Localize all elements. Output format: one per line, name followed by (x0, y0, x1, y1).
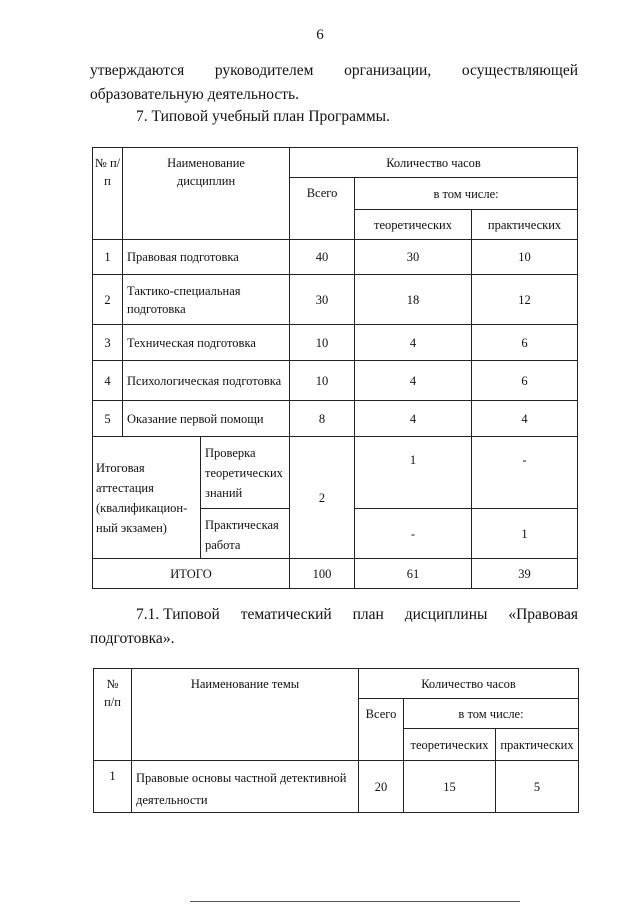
row-name: Правовая подготовка (123, 240, 290, 275)
row-practice: 5 (496, 761, 579, 813)
attestation-row (93, 437, 578, 509)
row-num: 2 (93, 275, 123, 325)
row-num: 1 (94, 761, 132, 813)
heading-word: план (352, 606, 384, 623)
header-hours: Количество часов (290, 148, 578, 178)
section-71-heading-line-2: подготовка». (90, 630, 175, 647)
header-including: в том числе: (355, 178, 578, 210)
thematic-plan-table (93, 668, 579, 813)
header-theory: теоретических (404, 729, 496, 761)
row-total: 8 (290, 401, 355, 437)
table-row (93, 361, 578, 401)
attestation-label: Итоговая аттестация (квалификацион-ный экзамен) (93, 437, 201, 559)
row-num: 1 (93, 240, 123, 275)
totals-total: 100 (290, 559, 355, 589)
header-total: Всего (359, 699, 404, 761)
intro-line-1 (90, 62, 578, 80)
table-row (93, 325, 578, 361)
intro-word: осуществляющей (461, 62, 578, 79)
attestation-practice-hours: 1 (472, 509, 578, 559)
heading-word: тематический (240, 606, 332, 623)
row-name: Оказание первой помощи (123, 401, 290, 437)
attestation-practical-work: Практическая работа (201, 509, 290, 559)
header-discipline: Наименование дисциплин (123, 148, 290, 240)
intro-line-2: образовательную деятельность. (90, 86, 299, 103)
header-topic: Наименование темы (132, 669, 359, 761)
row-practice: 10 (472, 240, 578, 275)
row-total: 20 (359, 761, 404, 813)
row-theory: 15 (404, 761, 496, 813)
table-row (93, 401, 578, 437)
row-practice: 6 (472, 361, 578, 401)
row-total: 30 (290, 275, 355, 325)
page-number: 6 (316, 27, 324, 43)
page-edge-line (190, 901, 520, 902)
row-total: 40 (290, 240, 355, 275)
section-71-heading-line-1 (136, 606, 578, 624)
row-theory: 30 (355, 240, 472, 275)
row-theory: 4 (355, 361, 472, 401)
row-num: 4 (93, 361, 123, 401)
header-total: Всего (290, 178, 355, 240)
header-theory: теоретических (355, 210, 472, 240)
header-hours: Количество часов (359, 669, 579, 699)
intro-word: организации, (344, 62, 432, 79)
row-num: 5 (93, 401, 123, 437)
header-practice: практических (472, 210, 578, 240)
attestation-theory-hours: - (355, 509, 472, 559)
totals-practice: 39 (472, 559, 578, 589)
curriculum-table (92, 147, 578, 589)
row-total: 10 (290, 361, 355, 401)
row-practice: 4 (472, 401, 578, 437)
row-name: Тактико-специальная подготовка (123, 275, 290, 325)
totals-row (93, 559, 578, 589)
attestation-total: 2 (290, 437, 355, 559)
row-theory: 18 (355, 275, 472, 325)
totals-label: ИТОГО (93, 559, 290, 589)
attestation-theory-check: Проверка теоретических знаний (201, 437, 290, 509)
header-num: № п/п (94, 669, 132, 761)
attestation-practice-hours: - (472, 437, 578, 509)
row-theory: 4 (355, 401, 472, 437)
header-practice: практических (496, 729, 579, 761)
table-row (93, 240, 578, 275)
heading-word: дисциплины (404, 606, 488, 623)
row-name: Техническая подготовка (123, 325, 290, 361)
totals-theory: 61 (355, 559, 472, 589)
attestation-theory-hours: 1 (355, 437, 472, 509)
section-7-heading: 7. Типовой учебный план Программы. (136, 108, 390, 125)
row-name: Правовые основы частной детективной деятельности (132, 761, 359, 813)
intro-word: руководителем (214, 62, 314, 79)
row-total: 10 (290, 325, 355, 361)
row-num: 3 (93, 325, 123, 361)
header-num: № п/п (93, 148, 123, 240)
row-practice: 6 (472, 325, 578, 361)
header-including: в том числе: (404, 699, 579, 729)
row-theory: 4 (355, 325, 472, 361)
row-practice: 12 (472, 275, 578, 325)
intro-word: утверждаются (90, 62, 185, 79)
row-name: Психологическая подготовка (123, 361, 290, 401)
heading-word: «Правовая (508, 606, 578, 623)
heading-word: 7.1. Типовой (136, 606, 220, 623)
table-row (94, 761, 579, 813)
table-row (93, 275, 578, 325)
